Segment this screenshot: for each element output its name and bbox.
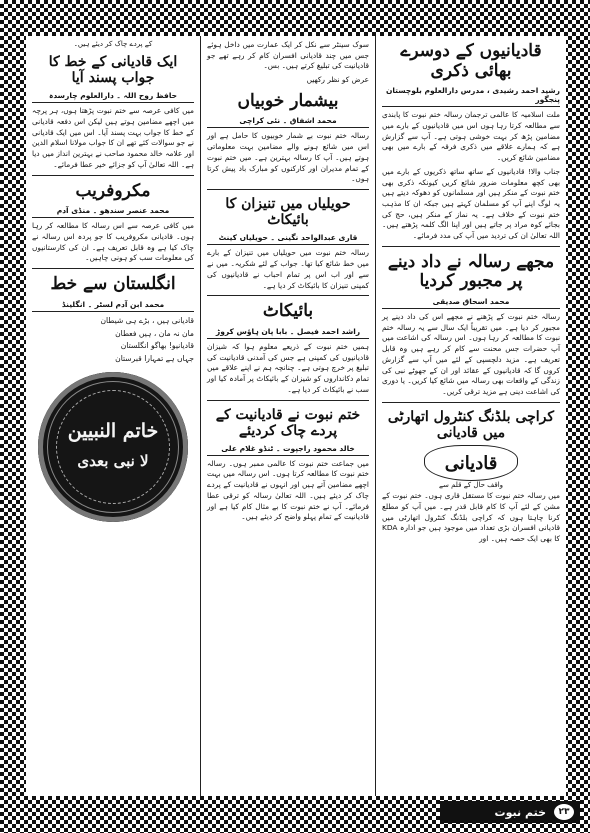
article-paragraph: میں جماعت ختم نبوت کا عالمی ممبر ہوں۔ رسالہ ختم نبوت کا مطالعہ کرتا ہوں۔ اس رسالہ میں بہت اچھے مضامین آتے ہیں اور انہوں نے قادیانیت کے پردے چاک کر دیئے ہیں۔ اللہ تعالیٰ رسالہ کو ترقی عطا فرمائے۔ آپ نے ختم نبوت کا بے مثال کام کیا ہے اور قادیانیت کے تمام پہلو واضح کر دیئے ہیں۔ <box>207 458 369 522</box>
article-byline <box>207 443 369 456</box>
article-paragraph: میں کافی عرصہ سے ختم نبوت پڑھتا ہوں، ہر پرچہ میں اچھے مضامین ہوتے ہیں لیکن اس دفعہ قادیانی کے خط کا جواب بہت پسند آیا۔ اس میں ایک قادیانی نے جو سوالات کئے تھے ان کا جواب مولانا اسلام الدین اور علامہ خالد محمود صاحب نے بہترین انداز میں دیا ہے۔ اللہ تعالیٰ آپ کو جزائے خیر عطا فرمائے۔ <box>32 106 194 169</box>
column-middle <box>200 36 376 796</box>
article-byline <box>32 299 194 312</box>
poem-line: جہاں ہے تمہارا قبرستان <box>115 354 194 364</box>
divider <box>207 295 369 296</box>
byline-text: راشد احمد فیصل ۔ بابا پان ہاؤس کروڑ <box>215 326 361 336</box>
footer-bar <box>440 801 580 823</box>
article-byline <box>207 326 369 339</box>
emblem-ring <box>56 390 170 504</box>
qadiani-logo: قادیانی <box>424 445 518 481</box>
emblem-text: لا نبی بعدی <box>77 452 149 471</box>
byline-text: رشید احمد رشیدی ، مدرس دارالعلوم بلوچستان پنجگور <box>385 86 560 105</box>
calligraphy-emblem <box>38 372 188 522</box>
divider <box>32 175 194 176</box>
byline-text: محمد ابن آدم لسٹر ۔ انگلینڈ <box>61 299 165 309</box>
article-paragraph: جناب والا! قادیانیوں کے ساتھ ساتھ ذکریوں کے بارے میں بھی کچھ معلومات ضرور شائع کریں کیونکہ ذکری بھی ختم نبوت کے منکر ہیں اور مسلمانوں کو دھوکہ دیتے ہیں یہ لوگ اپنے آپ کو مسلمان کہتے ہیں جبکہ ان کا مذہب ختم نبوت کے خلاف ہے۔ یہ نماز کے منکر ہیں، حج کی بجائے کوہ مراد پر جاتے ہیں اور اپنا الگ کلمہ پڑھتے ہیں۔ اللہ تعالیٰ ان کی تردید میں آپ کی مدد فرمائے۔ <box>382 166 560 241</box>
article-paragraph: ملت اسلامیہ کا عالمی ترجمان رسالہ ختم نبوت کا پابندی سے مطالعہ کرتا رہا ہوں اس میں قادیانیوں کے بارے میں مضامین پڑھ کر بہت خوشی ہوتی ہے۔ آپ سے گزارش ہے کہ ہمارے علاقے میں ذکری فرقہ کے بارے میں بھی مضامین شائع کریں۔ <box>382 110 560 163</box>
poem-line: قادیانی ہیں ، بڑے ہی شیطان <box>100 315 194 325</box>
divider <box>382 402 560 403</box>
byline-text: محمد اشفاق ۔ نئی کراچی <box>239 116 337 126</box>
article-title: بیشمار خوبیاں <box>237 90 339 111</box>
byline-text: قاری عبدالواحد نگینی ۔ حویلیاں کینٹ <box>218 233 358 243</box>
article-paragraph: رسالہ ختم نبوت کے پڑھنے نے مجھے اس کی داد دینے پر مجبور کر دیا ہے۔ میں تقریباً ایک سال سے یہ رسالہ ختم نبوت کا مطالعہ کر رہا ہوں۔ اس رسالہ کی اشاعت میں آپ حضرات جس محنت سے کام کر رہے ہیں وہ قابل تعریف ہے۔ مزید دلچسپی کے لئے میں آپ سے گزارش کروں گا کہ قادیانیوں کے عقائد اور ان کے جھوٹے نبی کی زندگی کے واقعات بھی رسالہ میں شائع کیا کریں۔ یا دوری کی اشاعت دینی ہے مزید ترقی کریں۔ <box>382 312 560 397</box>
article-title: ختم نبوت نے قادیانیت کے پردے چاک کردیئے <box>215 406 361 439</box>
byline-text: حافظ روح اللہ ۔ دارالعلوم چارسدہ <box>48 91 178 101</box>
divider <box>207 189 369 190</box>
article-paragraph: میں رسالہ ختم نبوت کا مستقل قاری ہوں۔ ختم نبوت کے مشن کے لئے آپ کا کام قابل قدر ہے۔ میں آپ کو مطلع کرنا چاہتا ہوں کہ کراچی بلڈنگ کنٹرول اتھارٹی میں قادیانی افسران بڑی تعداد میں موجود ہیں جو ادارہ KDA کا بھی ایک حصہ ہیں۔ اور <box>382 491 560 543</box>
column-left <box>26 36 200 796</box>
article-paragraph: سوک سینٹر سے نکل کر ایک عمارت میں داخل ہوئے جس میں چند قادیانی افسران کام کر رہے تھے جو قادیانیت کی تبلیغ کرتے ہیں۔ بس۔ <box>207 40 369 71</box>
emblem-text: خاتم النبیین <box>67 420 159 443</box>
divider <box>207 400 369 401</box>
article-byline <box>207 115 369 128</box>
article-paragraph: میں کافی عرصہ سے اس رسالہ کا مطالعہ کر رہا ہوں۔ قادیانی مکروفریب کا جو پردہ اس رسالہ نے چاک کیا ہے وہ قابل تعریف ہے۔ ان کی کارستانیوں کی معلومات سب کو ہونی چاہیں۔ <box>32 221 194 263</box>
poem-line: قادیانیو! بھاگو انگلستان <box>120 341 194 351</box>
article-title: مجھے رسالہ نے داد دینے پر مجبور کردیا <box>387 251 555 292</box>
page-number: ۲۳ <box>554 804 574 820</box>
byline-text: محمد عنصر سندھو ۔ منڈی آدم <box>56 206 170 216</box>
continued-note: کے پردے چاک کر دیئے ہیں۔ <box>73 40 153 48</box>
article-byline <box>32 205 194 218</box>
article-paragraph: ہمیں ختم نبوت کے ذریعے معلوم ہوا کہ شیزان قادیانیوں کی کمپنی ہے جس کی آمدنی قادیانیت کی تبلیغ پر خرچ ہوتی ہے۔ چنانچہ ہم نے اپنے علاقے میں تمام دکانداروں کو شیزان کے بائیکاٹ پر آمادہ کیا اور سب نے بائیکاٹ کر دیا ہے۔ <box>207 341 369 394</box>
divider <box>382 246 560 247</box>
article-paragraph: عرض کو نظر رکھیں <box>306 75 369 85</box>
article-byline <box>207 232 369 245</box>
article-byline <box>382 296 560 309</box>
article-paragraph: رسالہ ختم نبوت بے شمار خوبیوں کا حامل ہے اور اس میں شائع ہونے والے مضامین بہت معلوماتی ہوتے ہیں۔ آپ کا رسالہ بہترین ہے۔ میں ختم نبوت کے تمام مدیران اور کارکنوں کو مبارک باد پیش کرتا ہوں۔ <box>207 131 369 184</box>
article-title: قادیانیوں کے دوسرے بھائی ذکری <box>400 41 542 81</box>
article-byline <box>382 85 560 107</box>
article-paragraph: رسالہ ختم نبوت میں حویلیاں میں تنیزان کے بارے میں خط شائع کیا تھا۔ جواب کے لئے شکریہ۔ میں نے سے اور اب اس پر تمام احباب نے قادیانیوں کی کمپنی تنیزان کا بائیکاٹ کر دیا ہے۔ <box>207 248 369 290</box>
article-title: کراچی بلڈنگ کنٹرول اتھارٹی میں قادیانی <box>387 408 555 441</box>
magazine-title: ختم نبوت <box>494 805 546 819</box>
article-title: بائیکاٹ <box>262 301 314 322</box>
divider <box>32 268 194 269</box>
article-title: ایک قادیانی کے خط کا جواب پسند آیا <box>48 54 178 87</box>
article-byline: واقف حال کے قلم سے <box>438 481 504 490</box>
article-title: انگلستان سے خط <box>50 274 176 295</box>
poem-line: مان نہ مان ، ہیں فعطان <box>115 328 194 338</box>
byline-text: خالد محمود راجپوت ۔ ٹنڈو غلام علی <box>221 443 355 453</box>
magazine-page <box>26 36 566 796</box>
article-title: مکروفریب <box>75 180 151 201</box>
article-title: حویلیاں میں تنیزان کا بائیکاٹ <box>225 196 351 229</box>
article-byline <box>32 90 194 103</box>
byline-text: محمد اسحاق صدیقی <box>432 297 510 306</box>
poem-lines <box>32 315 194 367</box>
column-right <box>376 36 566 796</box>
